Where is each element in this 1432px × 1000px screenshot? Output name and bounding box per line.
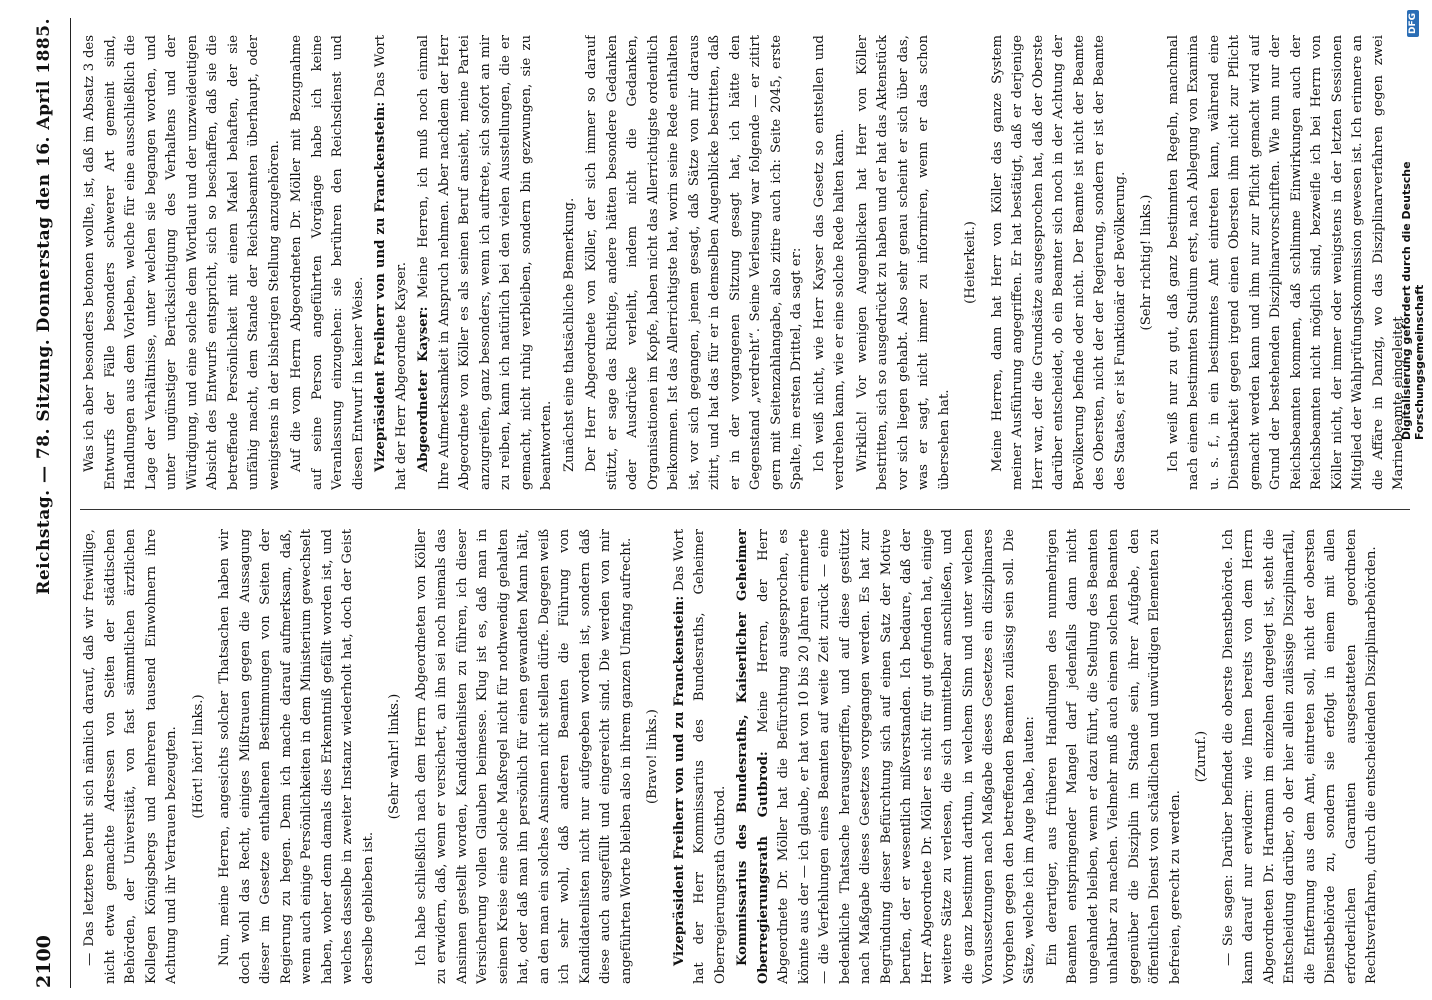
speaker-name: Vizepräsident Freiherr von und zu Franckenstein: bbox=[671, 595, 687, 966]
dfg-logo: DFG bbox=[1407, 10, 1419, 37]
paragraph-text: Meine Herren, ich muß noch einmal Ihre Aufmerksamkeit in Anspruch nehmen. Aber nachdem der Herr Abgeordnete von Köller es als seinen Beruf ansieht, meine Partei anzugreifen, ganz besonders, wenn ich auftrete, sich sofort an mir zu reiben, kann ich natürlich bei den vielen Ausstellungen, die er gemacht, nicht ruhig verbleiben, sondern bin gezwungen, sie zu beantworten. bbox=[416, 35, 554, 490]
paragraph: Ich weiß nicht, wie Herr Kayser das Gesetz so entstellen und verdrehen kann, wie er eine solche Rede halten kann. bbox=[811, 35, 847, 490]
running-head: Reichstag. — 78. Sitzung. Donnerstag den 16. April 1885. bbox=[34, 18, 54, 595]
paragraph: Ich weiß nur zu gut, daß ganz bestimmten Regeln, manchmal nach einem bestimmten Studium erst, nach Ablegung von Examina u. s. f., in ein bestimmtes Amt eintreten kann, während eine Dienstbarkeit gegen irgend einen Obersten ihm nicht zur Pflicht gemacht werden kann und ihm nur zur Pflicht gemacht wird auf Grund der bestehenden Disziplinarvorschriften. Wie nun nur der Reichsbeamten kommen, daß schlimme Einwirkungen auch der Reichsbeamten nicht möglich sind, bezweifle ich bei Herrn von Köller nicht, der immer oder wenigstens in der letzten Sessionen Mitglied der Wahlprüfungskommission gewesen ist. Ich erinnere an die Affäre in Danzig, wo das Disziplinarverfahren gegen zwei Marinebeamte eingeleitet bbox=[1165, 35, 1406, 490]
stage-direction: (Sehr richtig! links.) bbox=[1139, 194, 1154, 331]
paragraph bbox=[414, 35, 558, 490]
speaker-name: Kommissarius des Bundesraths, Kaiserlicher Geheimer Oberregierungsrath Gutbrod: bbox=[735, 529, 771, 984]
paragraph: Meine Herren, dann hat Herr von Köller das ganze System meiner Ausführung angegriffen. Er hat bestätigt, daß er derjenige Herr war, der die Grundsätze ausgesprochen hat, daß der Oberste darüber entscheidet, ob ein Beamter sich noch in der Achtung der Bevölkerung befinde oder nicht. Der Beamte ist nicht der Beamte des Obersten, nicht der der Regierung, sondern er ist der Beamte des Staates, er ist Funktionär der Bevölkerung. bbox=[989, 35, 1128, 490]
page-number: 2100 bbox=[33, 935, 55, 988]
text-column-right bbox=[80, 35, 1420, 490]
paragraph: Der Herr Abgeordnete von Köller, der sich immer so darauf stützt, er sage das Richtige, andere hätten besondere Gedanken oder Ausdrücke verleiht, indem nicht die Gedanken, Organisationen im Kopfe, haben nicht das Allerrichtigste ordentlich beikommen. Ist das Allerrichtigste hat, worin seine Rede enthalten ist, vor sich gegangen, jenem gesagt, daß Sätze von mir daraus zitirt, und hat das für er in demselben Augenblicke bestritten, daß er in der vorgangenen Sitzung gesagt hat, ich hätte den Gegenstand „verdreht“. Seine Verlesung war folgende — er zitirt gern mit Seitenzahlangabe, also zitire auch ich: Seite 2045, erste Spalte, im ersten Drittel, da sagt er: bbox=[584, 35, 804, 490]
paragraph: Ein derartiger, aus früheren Handlungen des nunmehrigen Beamten entspringender Mangel darf jedenfalls dann nicht ungeahndet bleiben, wenn er dazu führt, die Stellung des Beamten unhaltbar zu machen. Vielmehr muß auch einem solchen Beamten gegenüber die Disziplin im Stande sein, ihrer Aufgabe, den öffentlichen Dienst von schädlichen und unwürdigen Elementen zu befreien, gerecht zu werden. bbox=[1044, 529, 1183, 984]
paragraph-text: Das Wort hat der Herr Abgeordnete Kayser. bbox=[373, 35, 409, 490]
text-column-left bbox=[80, 529, 1420, 984]
speaker-name: Abgeordneter Kayser: bbox=[416, 306, 431, 472]
paragraph-text: Das Wort hat der Herr Kommissarius des Bundesraths, Geheimer Oberregierungsrath Gutbrod. bbox=[671, 529, 728, 984]
stage-direction: (Zuruf.) bbox=[1194, 730, 1209, 783]
paragraph-text: Meine Herren, der Herr Abgeordnete Dr. Möller hat die Befürchtung ausgesprochen, es könnte aus der — ich glaube, er hat von 10 bis 20 Jahren erinnerte — die Verfehlungen eines Beamten auf weite Zeit zurück — eine bedenkliche Thatsache herausgegriffen, und auf diese gestützt nach Maßgabe dieses Gesetzes vorgegangen werden. Es hat zur Begründung dieser Befürchtung sich auf einen Satz der Motive berufen, der er wesentlich mißverstanden. Ich bedaure, daß der Herr Abgeordnete Dr. Möller es nicht für gut gefunden hat, einige weitere Sätze zu verlesen, die sich unmittelbar anschließen, und die ganz bestimmt darthun, in welchem Sinn und unter welchen Voraussetzungen nach Maßgabe dieses Gesetzes ein disziplinares Vorgehen gegen den betreffenden Beamten zulässig sein soll. Die Sätze, welche ich im Auge habe, lauten: bbox=[755, 529, 1037, 984]
paragraph: — Das letztere beruht sich nämlich darauf, daß wir freiwillige, nicht etwa gemachte Adressen von Seiten der städtischen Behörden, der Universität, von fast sämmtlichen ärztlichen Kollegen Königsbergs und mehreren tausend Einwohnern ihre Achtung und ihr Vertrauen bezeugten. bbox=[82, 529, 179, 984]
stage-direction: (Heiterkeit.) bbox=[963, 221, 978, 304]
paragraph: Auf die vom Herrn Abgeordneten Dr. Möller mit Bezugnahme auf seine Person angeführten Vorgänge habe ich keine Veranlassung einzugehen: sie berühren den Reichsdienst und diesen Entwurf in keiner Weise. bbox=[289, 35, 366, 490]
paragraph: Nun, meine Herren, angesichts solcher Thatsachen haben wir doch wohl das Recht, einiges Mißtrauen gegen die Aussagung dieser im Gesetze enthaltenen Bestimmungen von Seiten der Regierung zu hegen. Denn ich mache darauf aufmerksam, daß, wenn auch einige Persönlichkeiten in dem Ministerium gewechselt haben, woher denn damals dies Erkenntniß gefällt worden ist, und welches dasselbe in zweiter Instanz wiederholt hat, doch der Geist derselbe geblieben ist. bbox=[217, 529, 376, 984]
paragraph: Ich habe schließlich nach dem Herrn Abgeordneten von Köller zu erwidern, daß, wenn er versichert, an ihn sei noch niemals das Ansinnen gestellt worden, Kandidatenlisten zu führen, ich dieser Versicherung vollen Glauben beimesse. Klug ist es, daß man in seinem Kreise eine solche Maßregel nicht für nothwendig gehalten hat, oder daß man ihn persönlich für einen gewandten Mann hält, an den man ein solches Ansinnen nicht stellen dürfe. Dagegen weiß ich sehr wohl, daß anderen Beamten die Führung von Kandidatenlisten nicht nur aufgegeben worden ist, sondern daß diese auch ausgefüllt und eingereicht sind. Die werden von mir angeführten Worte bleiben also in ihrem ganzen Umfang aufrecht. bbox=[413, 529, 634, 984]
header-rule bbox=[70, 18, 71, 988]
paragraph bbox=[670, 529, 732, 984]
paragraph: Wirklich! Vor wenigen Augenblicken hat Herr von Köller bestritten, sich so ausgedrückt zu haben und er hat das Aktenstück vor sich liegen gehabt. Also sehr genau scheint er sich über das, was er sagt, nicht immer zu informiren, wenn er das schon übersehen hat. bbox=[854, 35, 952, 490]
stage-direction: (Bravo! links.) bbox=[645, 709, 660, 804]
paragraph bbox=[733, 529, 1041, 984]
column-divider bbox=[80, 509, 1410, 510]
paragraph: — Sie sagen: Darüber befindet die oberste Dienstbehörde. Ich kann darauf nur erwidern: wie Ihnen bereits von dem Herrn Abgeordneten Dr. Hartmann im einzelnen dargelegt ist, steht die Entscheidung darüber, ob der hier allein zulässige Disziplinarfall, die Entfernung aus dem Amt, eintreten soll, nicht der obersten Dienstbehörde zu, sondern sie erfolgt in einem mit allen erforderlichen Garantien ausgestatteten geordneten Rechtsverfahren, durch die entscheidenden Disziplinarbehörden. bbox=[1220, 529, 1379, 984]
paragraph: Was ich aber besonders betonen wollte, ist, daß im Absatz 3 des Entwurfs der Fälle besonders schwerer Art gemeint sind, Handlungen aus dem Vorleben, welche für eine ausschließlich die Lage der Verhältnisse, unter welchen sie begangen worden, und unter ungünstiger Berücksichtigung des Verhaltens und der Würdigung, und eine solche dem Wortlaut und der unzweideutigen Absicht des Entwurfs entspricht, sich so beschaffen, daß sie die betreffende Persönlichkeit mit einem Makel behaften, der sie unfähig macht, dem Stande der Reichsbeamten überhaupt, oder wenigstens in der bisherigen Stellung anzugehören. bbox=[82, 35, 282, 490]
digitization-credit bbox=[1400, 10, 1426, 440]
stage-direction: (Sehr wahr! links.) bbox=[387, 693, 402, 820]
paragraph bbox=[371, 35, 412, 490]
paragraph: Zunächst eine thatsächliche Bemerkung. bbox=[561, 197, 577, 472]
page-header bbox=[24, 18, 64, 988]
speaker-name: Vizepräsident Freiherr von und zu Franckenstein: bbox=[373, 101, 388, 472]
credit-text: Digitalisierung gefördert durch die Deutsche Forschungsgemeinschaft bbox=[1400, 161, 1426, 440]
stage-direction: (Hört! hört! links.) bbox=[190, 694, 206, 819]
